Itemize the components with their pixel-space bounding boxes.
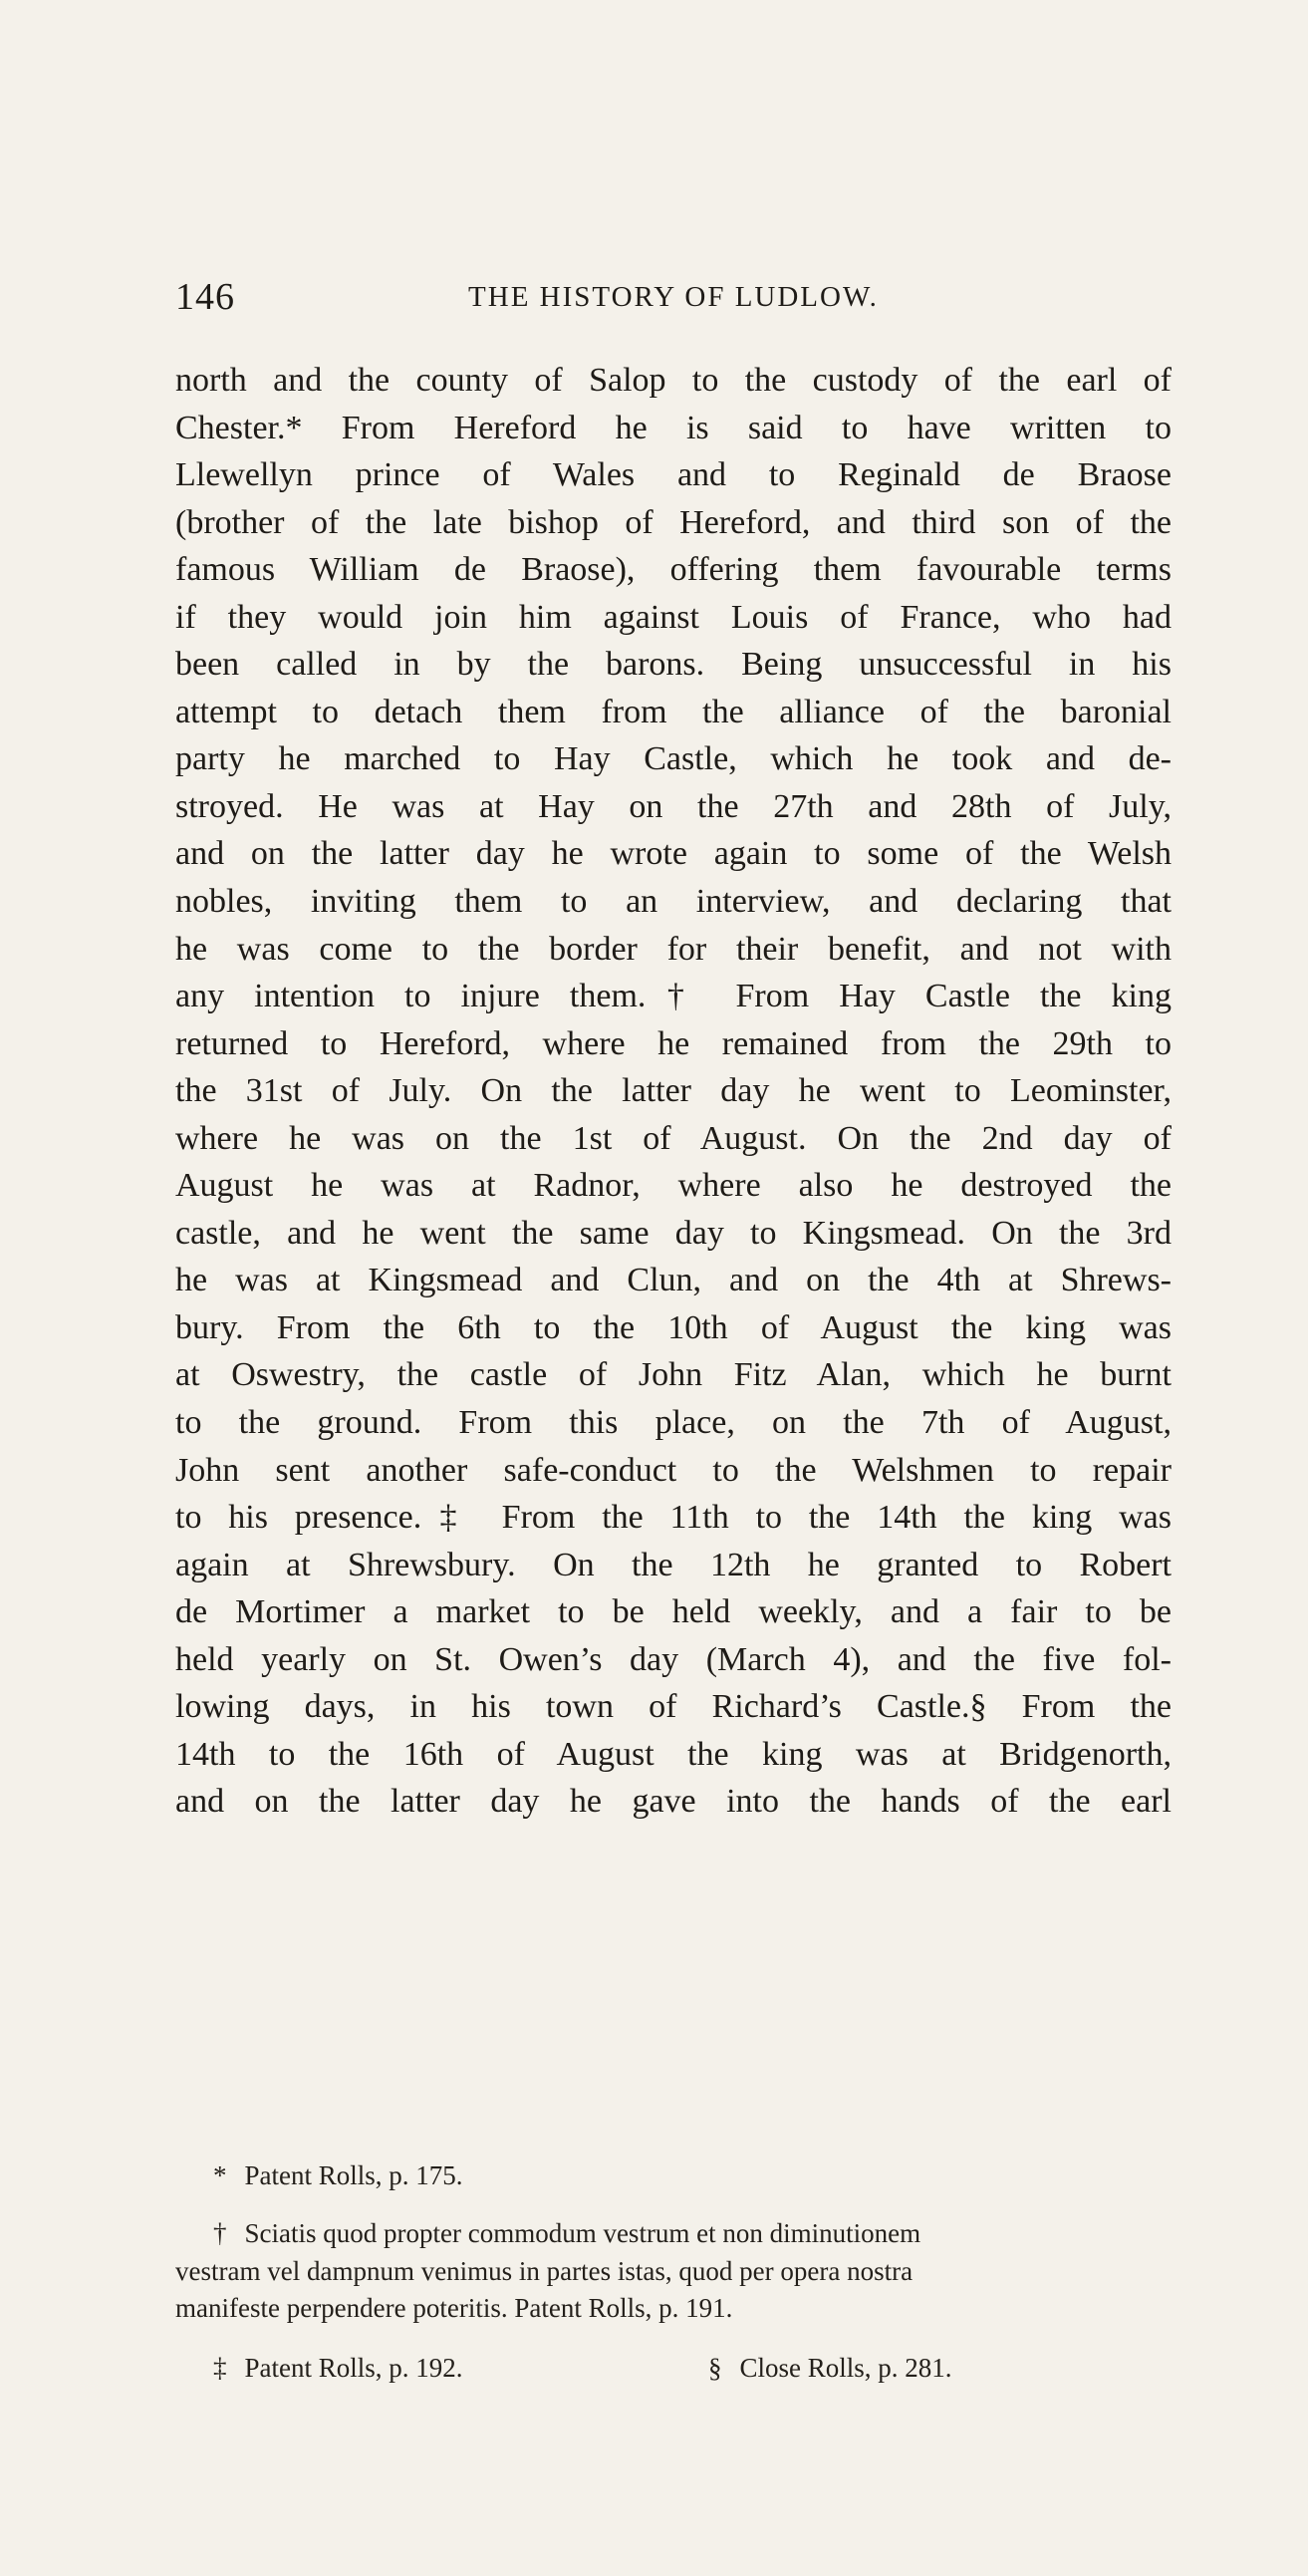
asterisk-footnote-mark: * <box>213 2160 227 2190</box>
body-line: (brother of the late bishop of Hereford, and third son of the <box>175 503 1172 541</box>
page-number: 146 <box>175 276 235 318</box>
dagger-footnote-mark: † <box>213 2218 227 2248</box>
double-dagger-footnote-mark: ‡ <box>213 2353 227 2383</box>
body-line: to his presence.‡ From the 11th to the 14th the king was <box>175 1499 1172 1537</box>
body-line: returned to Hereford, where he remained from the 29th to <box>175 1024 1172 1062</box>
body-line: attempt to detach them from the alliance of the baronial <box>175 693 1172 730</box>
body-line: and on the latter day he wrote again to some of the Welsh <box>175 835 1172 873</box>
body-line: he was at Kingsmead and Clun, and on the 4th at Shrews- <box>175 1262 1172 1299</box>
body-line: again at Shrewsbury. On the 12th he granted to Robert <box>175 1546 1172 1583</box>
body-line: stroyed. He was at Hay on the 27th and 28th of July, <box>175 787 1172 825</box>
body-line: held yearly on St. Owen’s day (March 4), and the five fol- <box>175 1640 1172 1678</box>
footnote-continuation-line: vestram vel dampnum venimus in partes istas, quod per opera nostra <box>175 2256 914 2286</box>
body-line: castle, and he went the same day to Kingsmead. On the 3rd <box>175 1214 1172 1252</box>
footnote-text: Sciatis quod propter commodum vestrum et non diminutionem <box>244 2218 921 2248</box>
body-line: he was come to the border for their benefit, and not with <box>175 930 1172 968</box>
running-title: THE HISTORY OF LUDLOW. <box>468 281 879 313</box>
footnote-patent-rolls-175 <box>213 2157 463 2194</box>
body-line: at Oswestry, the castle of John Fitz Alan, which he burnt <box>175 1356 1172 1394</box>
body-line: party he marched to Hay Castle, which he took and de- <box>175 740 1172 778</box>
running-head <box>175 269 1172 329</box>
body-line: Llewellyn prince of Wales and to Reginald de Braose <box>175 456 1172 494</box>
footnote-close-rolls-281 <box>708 2350 952 2387</box>
body-line: the 31st of July. On the latter day he went to Leominster, <box>175 1072 1172 1110</box>
body-line: bury. From the 6th to the 10th of August the king was <box>175 1308 1172 1346</box>
body-line: any intention to injure them.† From Hay Castle the king <box>175 978 1172 1015</box>
footnote-latin-quote <box>213 2215 920 2252</box>
body-line: and on the latter day he gave into the hands of the earl <box>175 1783 1172 1821</box>
body-line: nobles, inviting them to an interview, and declaring that <box>175 883 1172 921</box>
body-line: where he was on the 1st of August. On the 2nd day of <box>175 1119 1172 1157</box>
body-line: if they would join him against Louis of France, who had <box>175 598 1172 636</box>
body-line: August he was at Radnor, where also he destroyed the <box>175 1167 1172 1205</box>
footnote-continuation-line: manifeste perpendere poteritis. Patent Rolls, p. 191. <box>175 2293 733 2323</box>
body-line: to the ground. From this place, on the 7th of August, <box>175 1404 1172 1442</box>
body-line: de Mortimer a market to be held weekly, and a fair to be <box>175 1593 1172 1631</box>
body-line: famous William de Braose), offering them favourable terms <box>175 551 1172 589</box>
body-line: 14th to the 16th of August the king was at Bridgenorth, <box>175 1735 1172 1773</box>
footnote-text: Patent Rolls, p. 192. <box>244 2353 463 2383</box>
footnote-text: Patent Rolls, p. 175. <box>244 2160 463 2190</box>
footnote-patent-rolls-192 <box>213 2350 463 2387</box>
body-line: been called in by the barons. Being unsuccessful in his <box>175 646 1172 684</box>
body-line: lowing days, in his town of Richard’s Castle.§ From the <box>175 1688 1172 1726</box>
body-line: north and the county of Salop to the custody of the earl of <box>175 362 1172 399</box>
main-text-block <box>175 357 1172 1826</box>
body-line: John sent another safe-conduct to the Welshmen to repair <box>175 1451 1172 1489</box>
footnote-text: Close Rolls, p. 281. <box>739 2353 952 2383</box>
body-line: Chester.* From Hereford he is said to have written to <box>175 409 1172 446</box>
section-footnote-mark: § <box>708 2353 722 2383</box>
